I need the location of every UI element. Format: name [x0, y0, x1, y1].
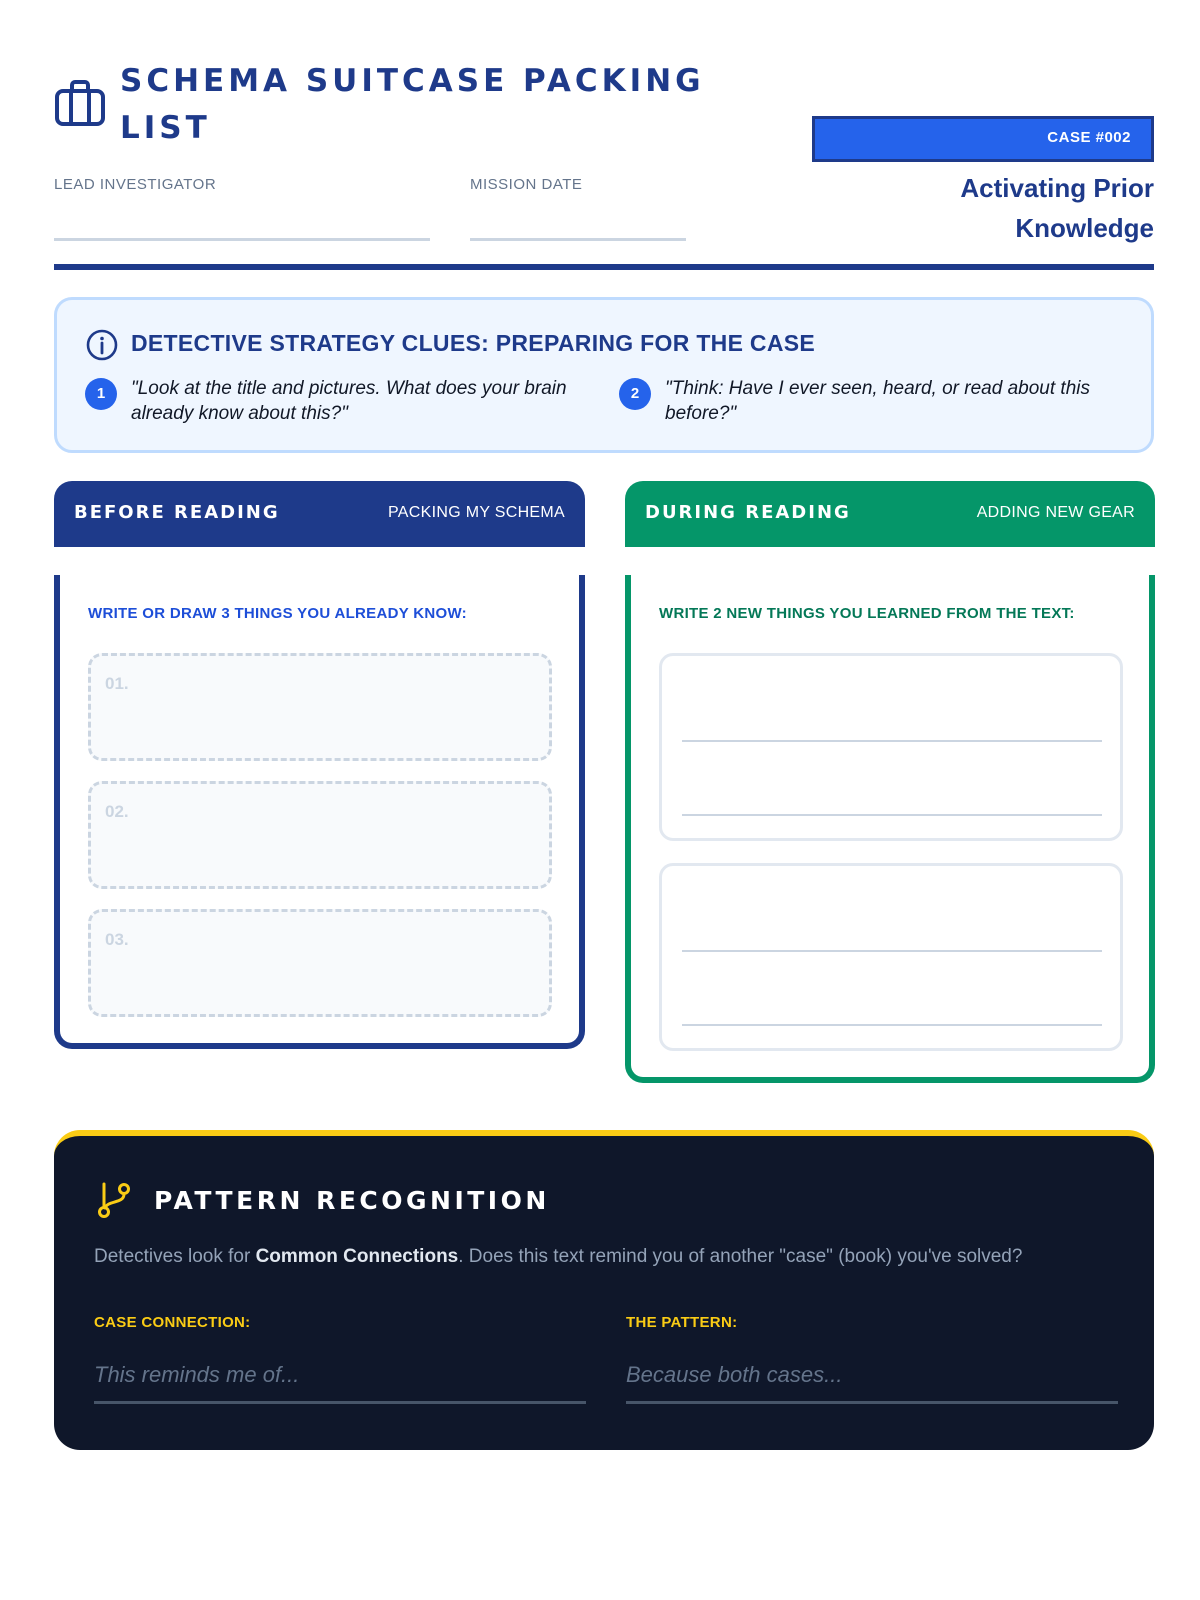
writing-line — [682, 740, 1102, 742]
known-thing-box[interactable] — [88, 653, 552, 761]
investigator-label: LEAD INVESTIGATOR — [54, 176, 217, 193]
box-number: 01. — [105, 674, 129, 693]
case-connection-input[interactable] — [94, 1354, 586, 1404]
info-icon — [85, 328, 119, 362]
writing-line — [682, 1024, 1102, 1026]
header-divider — [54, 264, 1154, 270]
writing-line — [682, 950, 1102, 952]
pattern-desc-start: Detectives look for — [94, 1246, 256, 1267]
learned-thing-box[interactable] — [659, 863, 1123, 1051]
clues-title: DETECTIVE STRATEGY CLUES: PREPARING FOR THE CASE — [131, 330, 816, 356]
case-badge: CASE #002 — [812, 116, 1154, 162]
the-pattern-input[interactable] — [626, 1354, 1118, 1404]
suitcase-icon — [54, 78, 106, 128]
pattern-title: PATTERN RECOGNITION — [154, 1186, 550, 1215]
before-reading-header — [54, 481, 585, 547]
header — [54, 58, 1154, 268]
mission-date-label: MISSION DATE — [470, 176, 583, 193]
clue-number-badge: 2 — [619, 378, 651, 410]
during-reading-prompt: WRITE 2 NEW THINGS YOU LEARNED FROM THE TEXT: — [659, 605, 1075, 622]
pattern-recognition-section — [54, 1130, 1154, 1450]
mission-date-line[interactable] — [470, 238, 686, 241]
box-number: 02. — [105, 802, 129, 821]
the-pattern-label: THE PATTERN: — [626, 1314, 738, 1331]
learned-thing-box[interactable] — [659, 653, 1123, 841]
investigator-field[interactable] — [54, 176, 430, 193]
before-reading-heading: BEFORE READING — [74, 502, 280, 523]
during-reading-panel — [625, 575, 1155, 1083]
during-reading-tag: ADDING NEW GEAR — [976, 504, 1135, 521]
case-connection-label: CASE CONNECTION: — [94, 1314, 251, 1331]
mission-date-field[interactable] — [470, 176, 686, 193]
clue-text: "Look at the title and pictures. What does your brain already know about this?" — [131, 378, 567, 424]
page-title: SCHEMA SUITCASE PACKING LIST — [120, 63, 705, 146]
the-pattern-field — [626, 1314, 1118, 1331]
investigator-line[interactable] — [54, 238, 430, 241]
clue-text: "Think: Have I ever seen, heard, or read about this before?" — [665, 378, 1090, 424]
box-number: 03. — [105, 930, 129, 949]
before-reading-panel — [54, 575, 585, 1049]
known-thing-box[interactable] — [88, 909, 552, 1017]
writing-line — [682, 814, 1102, 816]
before-reading-tag: PACKING MY SCHEMA — [388, 504, 565, 521]
pattern-description — [94, 1246, 1124, 1268]
during-reading-header — [625, 481, 1155, 547]
clue-number-badge: 1 — [85, 378, 117, 410]
pattern-desc-bold: Common Connections — [255, 1246, 459, 1267]
during-reading-heading: DURING READING — [645, 502, 851, 523]
git-branch-icon — [94, 1180, 132, 1220]
known-thing-box[interactable] — [88, 781, 552, 889]
case-connection-field — [94, 1314, 586, 1331]
page-subtitle: Activating Prior Knowledge — [960, 173, 1154, 243]
strategy-clues-box — [54, 297, 1154, 453]
pattern-desc-end: . Does this text remind you of another "case" (book) you've solved? — [458, 1246, 1023, 1267]
before-reading-prompt: WRITE OR DRAW 3 THINGS YOU ALREADY KNOW: — [88, 605, 467, 622]
